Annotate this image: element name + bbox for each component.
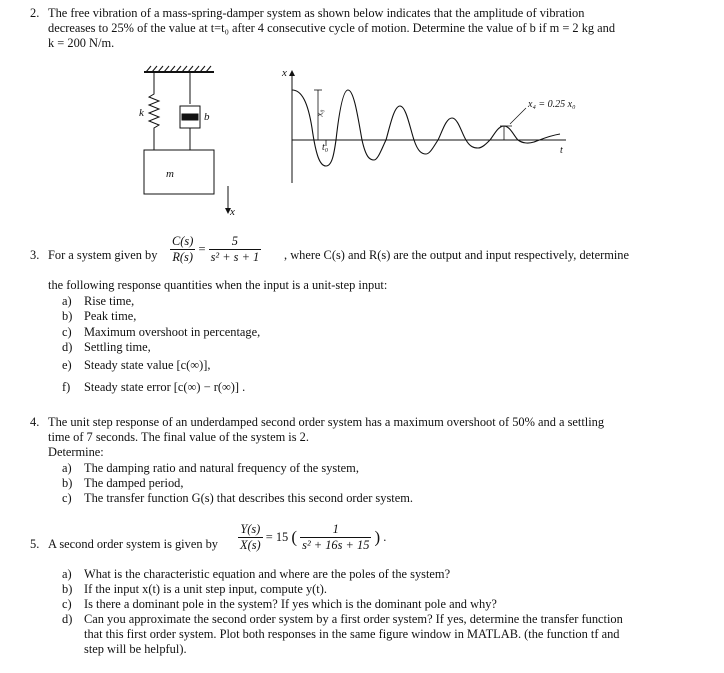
q3-item-a: Rise time, [84,294,135,308]
q5-lead: A second order system is given by [48,537,219,551]
q5-equals-gain: = 15 [265,530,289,544]
q2-number: 2. [30,6,40,20]
q3-item-b-label: b) [62,309,73,323]
q2-line3: k = 200 N/m. [48,36,115,50]
q3-lead: For a system given by [48,248,158,262]
mass-block [144,150,214,194]
q3-lhs-numerator: C(s) [172,234,194,248]
damper [180,72,200,150]
q3-item-a-label: a) [62,294,72,308]
q5-transfer-function: $\frac{Y(s)}{X(s)}$ = 15 ( $\frac{1}{\text{s² + 16s + 15}}$ ) . [240,522,387,552]
q5-number: 5. [30,537,40,551]
x4-label: x₄ = 0.25 x₀ [528,99,576,110]
q4-line2: time of 7 seconds. The final value of the system is 2. [48,430,309,444]
q3-item-f: Steady state error [c(∞) − r(∞)] . [84,380,246,394]
mass-label: m [166,168,174,180]
t-axis-label: t [560,145,563,156]
q3-item-b: Peak time, [84,309,137,323]
q4-number: 4. [30,415,40,429]
q5-item-c-label: c) [62,597,72,611]
q3-item-c: Maximum overshoot in percentage, [84,325,261,339]
q3-transfer-function [170,234,261,265]
q5-item-d-line2: that this first order system. Plot both responses in the same figure window in MATLAB. (the function tf and [84,627,620,641]
x0-label: x₀ [314,109,325,117]
t0-label: t₀ [322,142,329,153]
q5-lhs-denominator: X(s) [240,538,261,552]
q4-line3: Determine: [48,445,104,459]
damper-label: b [204,111,210,123]
q4-item-b: The damped period, [84,476,184,490]
q2-line2: decreases to 25% of the value at t=t₀ after 4 consecutive cycle of motion. Determine the value of b if m = 2 kg and [48,21,616,35]
q3-line2: the following response quantities when the input is a unit-step input: [48,278,388,292]
q4-item-b-label: b) [62,476,73,490]
spring-label: k [139,107,144,119]
q2-line1: The free vibration of a mass-spring-damper system as shown below indicates that the amplitude of vibration [48,6,585,20]
q3-item-d-label: d) [62,340,73,354]
x-displacement-label: x [230,206,235,218]
q5-item-d-label: d) [62,612,73,626]
q4-item-a: The damping ratio and natural frequency of the system, [84,461,359,475]
q3-equals: = [198,242,206,256]
q5-item-b: If the input x(t) is a unit step input, compute y(t). [84,582,327,596]
q3-rhs-numerator: 5 [209,234,262,250]
q5-item-c: Is there a dominant pole in the system? If yes which is the dominant pole and why? [84,597,497,611]
q3-lhs-denominator: R(s) [172,250,193,264]
plot-x-axis-label: x [282,67,287,79]
mass-spring-damper-diagram [118,62,248,222]
q3-number: 3. [30,248,40,262]
q3-rhs-denominator: s² + s + 1 [210,250,260,264]
q3-item-f-label: f) [62,380,71,394]
q5-rhs-numerator: 1 [300,522,371,538]
q5-rhs-denominator: s² + 16s + 15 [302,538,370,552]
q5-end-period: . [383,530,387,544]
q5-item-d: Can you approximate the second order system by a first order system? If yes, determine the transfer function [84,612,623,626]
q3-item-c-label: c) [62,325,72,339]
damped-vibration-plot [278,68,578,186]
q5-item-a-label: a) [62,567,72,581]
q4-line1: The unit step response of an underdamped second order system has a maximum overshoot of 50% and a settling [48,415,605,429]
q4-item-a-label: a) [62,461,72,475]
q5-item-d-line3: step will be helpful). [84,642,187,656]
q4-item-c: The transfer function G(s) that describes this second order system. [84,491,413,505]
q3-item-e: Steady state value [c(∞)], [84,358,211,372]
q5-item-b-label: b) [62,582,73,596]
q5-item-a: What is the characteristic equation and where are the poles of the system? [84,567,451,581]
vibration-curve [292,90,560,166]
q3-item-e-label: e) [62,358,72,372]
q5-lhs-numerator: Y(s) [238,522,263,538]
q3-tail: , where C(s) and R(s) are the output and input respectively, determine [284,248,629,262]
q3-item-d: Settling time, [84,340,151,354]
spring [149,72,159,150]
q4-item-c-label: c) [62,491,72,505]
